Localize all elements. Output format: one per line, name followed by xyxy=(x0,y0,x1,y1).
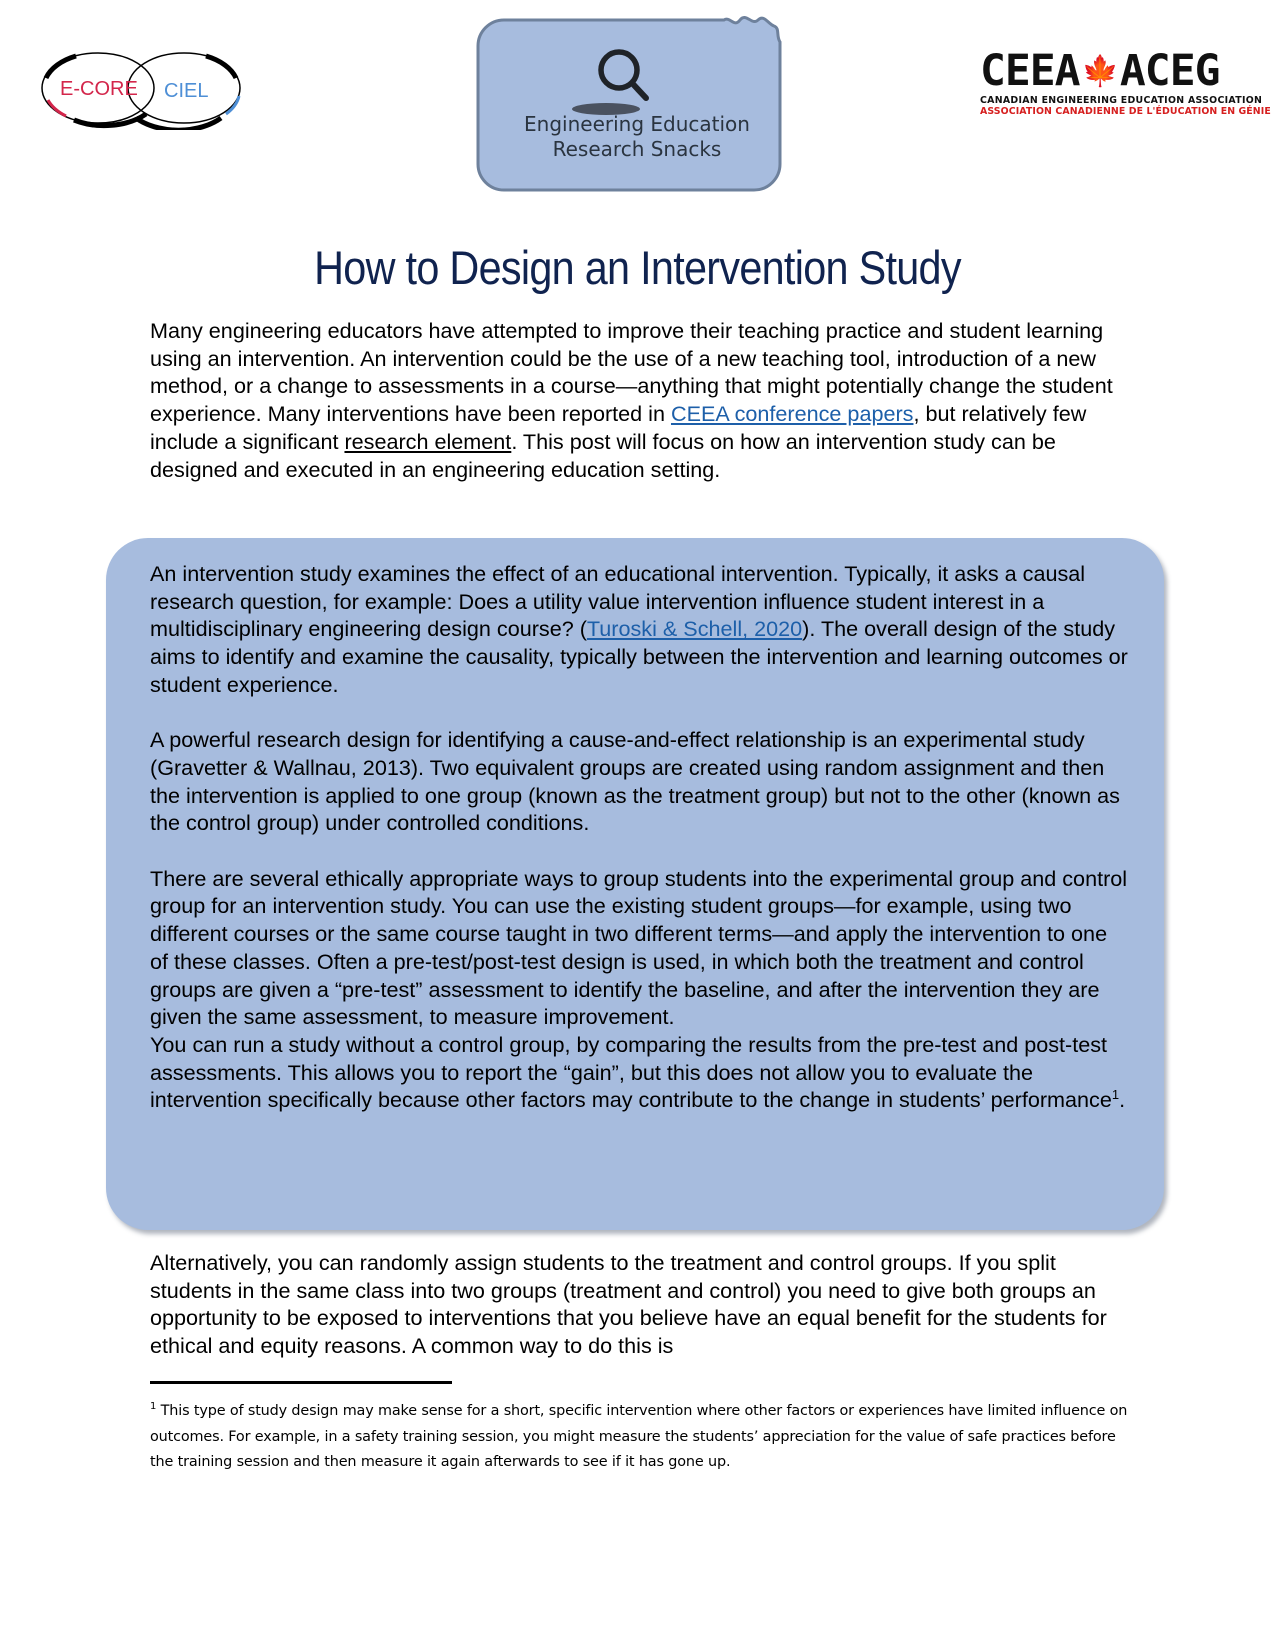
callout-paragraph-1: An intervention study examines the effect of an educational intervention. Typically, it asks a causal research question, for example: Does a utility value intervention influence student interest in a multidisciplinary engineering design course? (Turoski & Schell, 2020). The overall design of the study aims to identify and examine the causality, typically between the intervention and learning outcomes or student experience. xyxy=(150,561,1128,697)
footnote: $^1$ This type of study design may make sense for a short, specific intervention where other factors or experiences have limited influence on outcomes. For example, in a safety training session, you might measure the students’ appreciation for the value of safe practices before the training session and then measure it again afterwards to see if it has gone up. xyxy=(150,1401,1128,1471)
research-element-text: research element xyxy=(344,428,512,454)
callout-content xyxy=(150,560,1130,1114)
callout-paragraph-3: There are several ethically appropriate ways to group students into the experimental group and control group for an intervention study. You can use the existing student groups—for example, using two different courses or the same course taught in two different terms—and apply the intervention to one of these classes. Often a pre-test/post-test design is used, in which both the treatment and control groups are given a “pre-test” assessment to identify the baseline, and after the intervention they are given the same assessment, to measure improvement. xyxy=(150,865,1128,1030)
ceea-wordmark: CEEA 🍁 ACEG xyxy=(980,46,1220,96)
after-callout-paragraph: Alternatively, you can randomly assign students to the treatment and control groups. If you split students in the same class into two groups (treatment and control) you need to give both groups an opportunity to be exposed to interventions that you believe have an equal benefit for the students for ethical and equity reasons. A common way to do this is xyxy=(150,1250,1107,1359)
ceea-subtitle-fr: ASSOCIATION CANADIENNE DE L'ÉDUCATION EN GÉNIE xyxy=(980,106,1271,117)
page-title: How to Design an Intervention Study xyxy=(314,241,961,294)
ceea-conference-papers-link[interactable]: CEEA conference papers xyxy=(670,401,914,427)
maple-leaf-icon: 🍁 xyxy=(1081,54,1118,89)
research-snacks-badge xyxy=(476,14,798,194)
callout-paragraph-2: A powerful research design for identifying a cause-and-effect relationship is an experimental study (Gravetter & Wallnau, 2013). Two equivalent groups are created using random assignment and then the intervention is applied to one group (known as the treatment group) but not to the other (known as the control group) under controlled conditions. xyxy=(150,727,1120,836)
footnote-separator xyxy=(150,1381,452,1384)
svg-text:CIEL: CIEL xyxy=(164,80,209,102)
footnote-ref[interactable]: 1 xyxy=(1111,1087,1120,1103)
svg-text:E-CORE: E-CORE xyxy=(60,78,138,100)
ceea-subtitle-en: CANADIAN ENGINEERING EDUCATION ASSOCIATION xyxy=(980,95,1263,106)
ecore-ciel-logo xyxy=(36,48,246,130)
footnote-marker: 1 xyxy=(150,1401,157,1413)
intro-paragraph: Many engineering educators have attempted to improve their teaching practice and student learning using an intervention. An intervention could be the use of a new teaching tool, introduction of a new method, or a change to assessments in a course—anything that might potentially change the student experience. Many interventions have been reported in CEEA conference papers, but relatively few include a significant research element. This post will focus on how an intervention study can be designed and executed in an engineering education setting. xyxy=(150,318,1113,482)
research-snacks-label xyxy=(476,112,798,162)
turoski-schell-link[interactable]: Turoski & Schell, 2020 xyxy=(586,616,803,642)
interlocking-rings-icon xyxy=(36,48,246,130)
callout-paragraph-4: You can run a study without a control group, by comparing the results from the pre-test and post-test assessments. This allows you to report the “gain”, but this does not allow you to evaluate the intervention specifically because other factors may contribute to the change in students’ performance$^1$. xyxy=(150,1031,1126,1113)
badge-line-1: Engineering Education xyxy=(524,112,750,136)
ceea-aceg-logo xyxy=(980,46,1271,130)
badge-line-2: Research Snacks xyxy=(552,137,722,161)
